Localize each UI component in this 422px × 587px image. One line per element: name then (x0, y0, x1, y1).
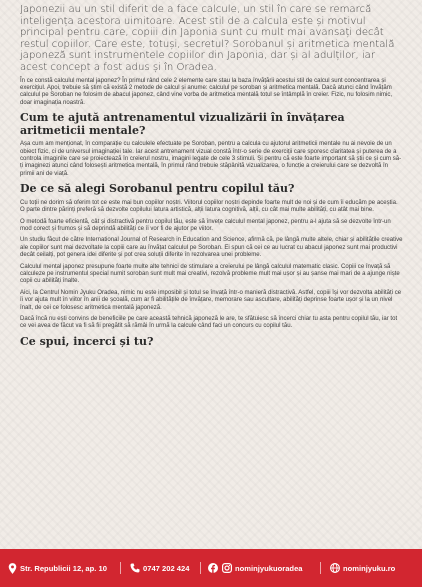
heading-visualization: Cum te ajută antrenamentul vizualizării în învățarea aritmeticii mentale? (20, 111, 345, 137)
section3-paragraph-6: Dacă încă nu ești convins de beneficiile pe care această tehnică japoneză le are, te sfătuiesc să încerci chiar tu asta pentru copilul tău, iar tot ce vei avea de făcut va fi să fii pregătit să rămâi în urmă la calcule când faci un concurs cu copilul tău. (20, 316, 398, 330)
phone-text: 0747 202 424 (143, 563, 190, 573)
footer-divider (200, 562, 201, 574)
section3-paragraph-3: Un studiu făcut de către International Journal of Research in Education and Science, afirmă că, pe lângă multe altele, chiar și abilitățile creative ale copiilor sunt mai dezvoltate la copiii care au învățat calculul pe Soroban. Ei spun că cei ce au lucrat cu abacul japonez sunt mai productivi decât ceilalți, pot genera idei diferite și pot crea soluții diferite în rezolvarea unei probleme. (20, 237, 403, 259)
instagram-icon (222, 563, 232, 573)
location-pin-icon (8, 563, 17, 574)
phone-icon (130, 563, 140, 573)
section1-paragraph: În ce constă calculul mental japonez? În primul rând cele 2 elemente care stau la baza învățării acestui stil de calcul sunt concentrarea și exercițiul. Apoi, trebuie să știm că există 2 metode de calcul și anume: calculul pe soroban și aritmetica mentală. Dacă atunci când învățăm calculul pe Soroban ne folosim de abacul japonez, când vine vorba de aritmetica mentală totul se întâmplă în creier. Fizic, nu folosim nimic, doar imaginația noastră. (20, 77, 393, 106)
article-content (20, 0, 403, 352)
section3-paragraph-2: O metodă foarte eficientă, cât și distractivă pentru copilul tău, este să învețe calculul mental japonez, pentru a-l ajuta să se dezvolte într-un mod corect și frumos și să deprindă abilități ce îi vor fi de ajutor pe viitor. (20, 218, 391, 232)
footer-website[interactable] (330, 563, 395, 573)
address-text: Str. Republicii 12, ap. 10 (20, 564, 107, 573)
contact-footer (0, 549, 422, 587)
footer-social[interactable] (208, 563, 303, 573)
facebook-icon (208, 563, 218, 573)
footer-divider (120, 562, 121, 574)
section3-paragraph-1: Cu toții ne dorim să oferim tot ce este mai bun copiilor noștri. Viitorul copiilor noștri depinde foarte mult de noi și de cum îi educăm pe aceștia. O parte dintre părinți preferă să dezvolte copilului latura artistică, alții latura cognitivă, alții, cu cât mai multe abilități, cu atât mai bine. (20, 199, 398, 214)
section2-paragraph: Așa cum am menționat, în comparație cu calculele efectuate pe Soroban, pentru a calcula cu ajutorul aritmeticii mentale nu ai nevoie de un obiect fizic, ci de universul imaginației tale. Iar acest antrenament vizual constă într-o serie de exerciții care sporesc claritatea și puterea de a controla imaginile care se proiectează în creierul nostru, imagini legate de cele 3 stimuli. Și pentru că este foarte important să știi ce și cum să-ți imaginezi atunci când folosești aritmetica mentală, în primul rând trebuie stăpânită vizualizarea, o funcție a creierului care se dezvoltă în primii ani de viață. (20, 141, 402, 177)
section3-paragraph-5: Aici, la Centrul Nomin Jyuku Oradea, nimic nu este imposibil și totul se învață într-o manieră distractivă. Astfel, copiii își vor dezvolta abilități ce îi vor ajuta mult în viitor în anii de școală, cum ar fi abilitățile de învățare, memorare sau ascultare, abilități deprinse foarte ușor și la un nivel înalt, de cei ce folosesc aritmetica mentală japoneză. (20, 289, 402, 311)
footer-divider (320, 562, 321, 574)
social-handle: nominjyukuoradea (235, 563, 303, 573)
heading-why-soroban: De ce să alegi Sorobanul pentru copilul tău? (20, 182, 295, 196)
heading-call-to-action: Ce spui, incerci și tu? (20, 334, 154, 348)
globe-icon (330, 563, 340, 573)
footer-phone[interactable] (130, 563, 189, 573)
section3-paragraph-4: Calculul mental japonez presupune foarte multe alte tehnici de stimulare a creierului pe lângă calculul matematic clasic. Copiii ce învață să calculeze pe instrumentul special numit soroban sunt mult mai creativi, rezolvă probleme mult mai ușor și au șanse mai mari de a ajunge niște copii cu abilități înalte. (20, 263, 400, 285)
website-text: nominjyuku.ro (343, 563, 396, 573)
intro-paragraph: Japonezii au un stil diferit de a face calcule, un stil în care se remarcă inteligența acestora uimitoare. Acest stil de a calcula este și motivul principal pentru care, copiii din Japonia sunt cu mult mai avansați decât restul copiilor. Care este, totuși, secretul? Sorobanul și aritmetica mentală japoneză sunt instrumentele copiilor din Japonia, dar și al adulților, iar acest concept a fost adus și în Oradea. (20, 4, 395, 73)
footer-address[interactable] (8, 563, 107, 574)
